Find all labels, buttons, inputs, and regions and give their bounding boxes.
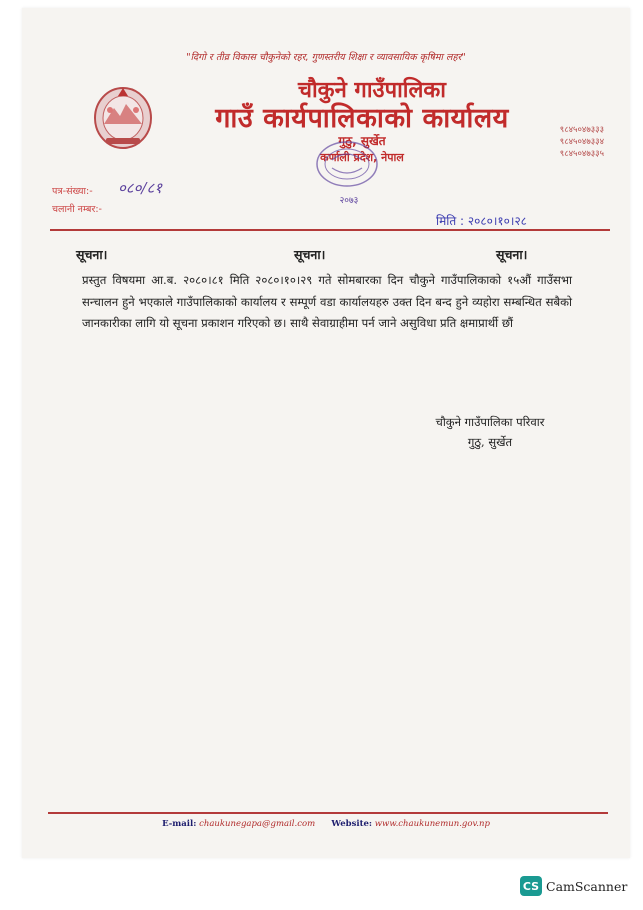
letterhead-address: गुठु, सुर्खेत <box>338 134 386 148</box>
camscanner-label: CamScanner <box>546 878 628 894</box>
letterhead-motto: "दिगो र तीव्र विकास चौकुनेको रहर, गुणस्तरीय शिक्षा र व्यावसायिक कृषिमा लहर" <box>186 52 466 63</box>
email-label: E-mail: <box>162 819 197 829</box>
phone-number: ९८४५०४७३३५ <box>559 149 604 159</box>
letter-date: मिति : २०८०।१०।२८ <box>436 214 527 228</box>
letterhead-province: कर्णाली प्रदेश, नेपाल <box>320 151 404 164</box>
phone-numbers <box>560 124 604 160</box>
camscanner-watermark <box>520 876 627 896</box>
patra-value: ०८०/८१ <box>118 179 163 197</box>
camscanner-logo-icon: CS <box>520 876 542 896</box>
notice-body: प्रस्तुत विषयमा आ.ब. २०८०।८१ मिति २०८०।१०।२९ गते सोमबारका दिन चौकुने गाउँपालिकाको १५औं गाउँसभा सन्चालन हुने भएकाले गाउँपालिकाको कार्यालय र सम्पूर्ण वडा कार्यालयहरु उक्त दिन बन्द हुने व्यहोरा सम्बन्धित सबैको जानकारीका लागि यो सूचना प्रकाशन गरिएको छ। साथै सेवाग्राहीमा पर्न जाने असुविधा प्रति क्षमाप्रार्थी छौं <box>82 273 572 330</box>
notice-title-left: सूचना। <box>76 247 108 262</box>
nepal-emblem-icon <box>90 80 156 152</box>
office-name-heading: गाउँ कार्यपालिकाको कार्यालय <box>215 103 509 134</box>
website-link[interactable]: www.chaukunemun.gov.np <box>374 819 490 829</box>
patra-label: पत्र-संख्या:- <box>52 186 93 197</box>
chalani-label: चलानी नम्बर:- <box>52 204 102 215</box>
office-stamp-icon <box>304 134 390 204</box>
phone-number: ९८४५०४७३३३ <box>559 125 604 135</box>
notice-title-right: सूचना। <box>496 247 528 262</box>
phone-number: ९८४५०४७३३४ <box>559 137 604 147</box>
header-divider <box>50 229 610 231</box>
stamp-year: २०७३ <box>339 196 359 206</box>
org-name-heading: चौकुने गाउँपालिका <box>298 78 446 103</box>
signature-block <box>420 412 560 452</box>
notice-title-center: सूचना। <box>294 247 326 262</box>
email-link[interactable]: chaukunegapa@gmail.com <box>199 819 316 829</box>
signature-location: गुठु, सुर्खेत <box>467 435 513 449</box>
website-label: Website: <box>331 819 373 829</box>
letter-footer <box>22 819 630 829</box>
letter-sheet <box>22 8 630 858</box>
signature-line: चौकुने गाउँपालिका परिवार <box>435 415 545 429</box>
footer-divider <box>48 812 608 814</box>
